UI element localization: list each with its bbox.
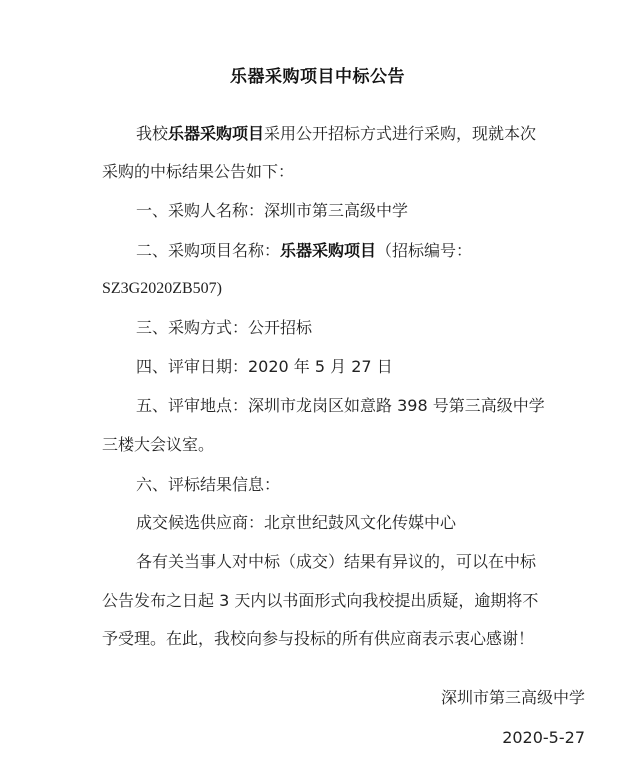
signature-date: 2020-5-27 [502, 728, 585, 747]
item-project-code: SZ3G2020ZB507) [102, 280, 222, 297]
intro-text-start: 我校 [136, 124, 169, 143]
signature-organization: 深圳市第三高级中学 [440, 688, 585, 707]
item-project-prefix: 二、采购项目名称： [136, 241, 281, 260]
item-method: 三、采购方式：公开招标 [136, 318, 313, 337]
intro-text-end: 采用公开招标方式进行采购，现就本次 [264, 124, 537, 143]
closing-line-1: 各有关当事人对中标（成交）结果有异议的，可以在中标 [136, 552, 537, 571]
intro-line-2: 采购的中标结果公告如下： [102, 162, 295, 181]
item-result-info: 六、评标结果信息： [136, 475, 281, 494]
item-review-place: 五、评审地点：深圳市龙岗区如意路 398 号第三高级中学 [136, 396, 545, 415]
closing-line-3: 予受理。在此，我校向参与投标的所有供应商表示衷心感谢！ [102, 629, 535, 648]
winning-supplier: 成交候选供应商：北京世纪鼓风文化传媒中心 [136, 513, 457, 532]
item-project-suffix: （招标编号： [376, 241, 473, 260]
intro-project-name: 乐器采购项目 [168, 124, 265, 143]
item-project-name [136, 241, 606, 261]
item-project-value: 乐器采购项目 [280, 241, 377, 260]
closing-line-2: 公告发布之日起 3 天内以书面形式向我校提出质疑，逾期将不 [102, 591, 539, 610]
document-title: 乐器采购项目中标公告 [230, 67, 405, 87]
item-review-date: 四、评审日期：2020 年 5 月 27 日 [136, 357, 393, 376]
item-purchaser: 一、采购人名称：深圳市第三高级中学 [136, 201, 409, 220]
intro-line-1 [136, 124, 606, 144]
item-review-place-cont: 三楼大会议室。 [102, 435, 215, 454]
